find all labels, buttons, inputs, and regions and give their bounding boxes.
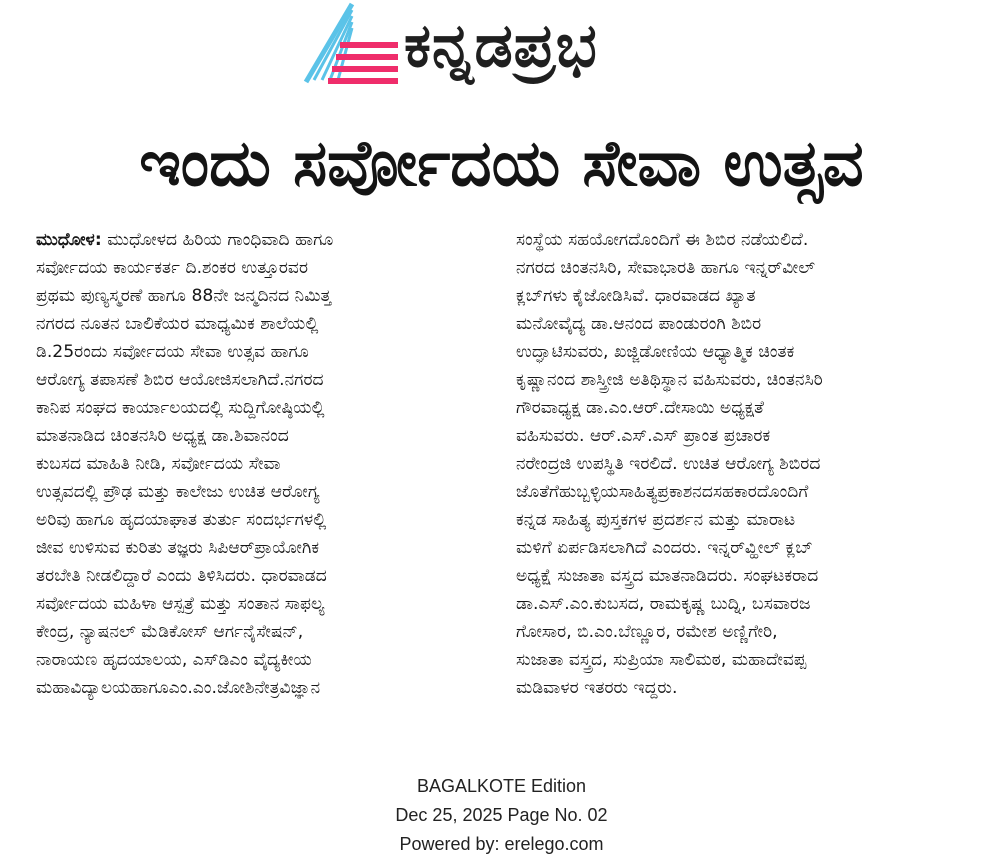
text-line: ಕೇಂದ್ರ, ನ್ಯಾಷನಲ್ ಮೆಡಿಕೋಸ್ ಆರ್ಗನೈಸೇಷನ್,	[36, 622, 304, 642]
text-line: ಅರಿವು ಹಾಗೂ ಹೃದಯಾಘಾತ ತುರ್ತು ಸಂದರ್ಭಗಳಲ್ಲಿ	[36, 510, 327, 530]
text-line: ಮನೋವೈದ್ಯ ಡಾ.ಆನಂದ ಪಾಂಡುರಂಗಿ ಶಿಬಿರ	[516, 314, 762, 334]
kannada-prabha-logo-icon	[300, 2, 404, 88]
text-line: ಡಾ.ಎಸ್.ಎಂ.ಕುಬಸದ, ರಾಮಕೃಷ್ಣ ಬುದ್ನಿ, ಬಸವಾರಜ	[516, 594, 811, 614]
text-line: ಕಾನಿಪ ಸಂಘದ ಕಾರ್ಯಾಲಯದಲ್ಲಿ ಸುದ್ದಿಗೋಷ್ಠಿಯಲ್ಲಿ	[36, 398, 325, 418]
text-line: ಜೊತೆಗೆಹುಬ್ಬಳ್ಳಿಯಸಾಹಿತ್ಯಪ್ರಕಾಶನದಸಹಕಾರದೊಂದಿಗೆ	[516, 482, 809, 502]
right-column	[516, 226, 978, 702]
text-line: ಸರ್ವೋದಯ ಕಾರ್ಯಕರ್ತ ದಿ.ಶಂಕರ ಉತ್ತೂರವರ	[36, 258, 309, 278]
text-line: ನಗರದ ನೂತನ ಬಾಲಿಕೆಯರ ಮಾಧ್ಯಮಿಕ ಶಾಲೆಯಲ್ಲಿ	[36, 314, 319, 334]
text-line: ಸಂಸ್ಥೆಯ ಸಹಯೋಗದೊಂದಿಗೆ ಈ ಶಿಬಿರ ನಡೆಯಲಿದೆ.	[516, 230, 809, 250]
text-line: ಸುಜಾತಾ ವಸ್ತ್ರದ, ಸುಪ್ರಿಯಾ ಸಾಲಿಮಠ, ಮಹಾದೇವಪ್ಪ	[516, 650, 807, 670]
text-line: ಗೌರವಾಧ್ಯಕ್ಷ ಡಾ.ಎಂ.ಆರ್.ದೇಸಾಯಿ ಅಧ್ಯಕ್ಷತೆ	[516, 398, 764, 418]
edition-footer	[0, 772, 1003, 859]
text-line: ಉದ್ಘಾಟಿಸುವರು, ಖಜ್ಜಿಡೋಣಿಯ ಆಧ್ಯಾತ್ಮಿಕ ಚಿಂತಕ	[516, 342, 795, 362]
text-line: ವಹಿಸುವರು. ಆರ್.ಎಸ್.ಎಸ್ ಪ್ರಾಂತ ಪ್ರಚಾರಕ	[516, 426, 771, 446]
text-line: ತರಬೇತಿ ನೀಡಲಿದ್ದಾರೆ ಎಂದು ತಿಳಿಸಿದರು. ಧಾರವಾಡದ	[36, 566, 327, 586]
text-line: ಕ್ಲಬ್‌ಗಳು ಕೈಜೋಡಿಸಿವೆ. ಧಾರವಾಡದ ಖ್ಯಾತ	[516, 286, 756, 306]
dateline: ಮುಧೋಳ:	[36, 230, 102, 250]
text-line: ಮಳಿಗೆ ಏರ್ಪಡಿಸಲಾಗಿದೆ ಎಂದರು. ಇನ್ನರ್‌ವ್ಹೀಲ್ ಕ್ಲಬ್	[516, 538, 813, 558]
brand-name: ಕನ್ನಡಪ್ರಭ	[404, 11, 598, 81]
text-line: ಮಾತನಾಡಿದ ಚಿಂತನಸಿರಿ ಅಧ್ಯಕ್ಷ ಡಾ.ಶಿವಾನಂದ	[36, 426, 289, 446]
text-line: ಮಡಿವಾಳರ ಇತರರು ಇದ್ದರು.	[516, 678, 678, 698]
date-page-label: Dec 25, 2025 Page No. 02	[395, 805, 608, 825]
text-line: ಸರ್ವೋದಯ ಮಹಿಳಾ ಆಸ್ಪತ್ರೆ ಮತ್ತು ಸಂತಾನ ಸಾಫಲ್ಯ	[36, 594, 325, 614]
powered-by-label: Powered by: erelego.com	[399, 834, 604, 854]
text-line: ಉತ್ಸವದಲ್ಲಿ ಪ್ರೌಢ ಮತ್ತು ಕಾಲೇಜು ಉಚಿತ ಆರೋಗ್ಯ	[36, 482, 320, 502]
left-column	[36, 226, 498, 702]
text-line: ನರೇಂದ್ರಜಿ ಉಪಸ್ಥಿತಿ ಇರಲಿದೆ. ಉಚಿತ ಆರೋಗ್ಯ ಶಿಬಿರದ	[516, 454, 821, 474]
text-line: ಪ್ರಥಮ ಪುಣ್ಯಸ್ಮರಣೆ ಹಾಗೂ 88ನೇ ಜನ್ಮದಿನದ ನಿಮಿತ್ತ	[36, 286, 332, 306]
text-line: ಗೋಸಾರ, ಬಿ.ಎಂ.ಬೆಣ್ಣೂರ, ರಮೇಶ ಅಣ್ಣಿಗೇರಿ,	[516, 622, 778, 642]
masthead	[300, 2, 720, 90]
text-line: ಜೀವ ಉಳಿಸುವ ಕುರಿತು ತಜ್ಞರು ಸಿಪಿಆರ್‌ಪ್ರಾಯೋಗಿಕ	[36, 538, 320, 558]
text-line: ಕುಬಸದ ಮಾಹಿತಿ ನೀಡಿ, ಸರ್ವೋದಯ ಸೇವಾ	[36, 454, 281, 474]
text-line: ಕೃಷ್ಣಾನಂದ ಶಾಸ್ತ್ರೀಜಿ ಅತಿಥಿಸ್ಥಾನ ವಹಿಸುವರು, ಚಿಂತನಸಿರಿ	[516, 370, 823, 390]
edition-label: BAGALKOTE Edition	[416, 776, 587, 796]
text-line: ಆರೋಗ್ಯ ತಪಾಸಣೆ ಶಿಬಿರ ಆಯೋಜಿಸಲಾಗಿದೆ.ನಗರದ	[36, 370, 324, 390]
text-line: ಅಧ್ಯಕ್ಷೆ ಸುಜಾತಾ ವಸ್ತ್ರದ ಮಾತನಾಡಿದರು. ಸಂಘಟಕರಾದ	[516, 566, 819, 586]
text-line: ಮಹಾವಿದ್ಯಾಲಯಹಾಗೂಎಂ.ಎಂ.ಜೋಶಿನೇತ್ರವಿಜ್ಞಾನ	[36, 678, 321, 698]
article-body	[36, 226, 970, 752]
text-line: ನಗರದ ಚಿಂತನಸಿರಿ, ಸೇವಾಭಾರತಿ ಹಾಗೂ ಇನ್ನರ್‌ವೀಲ್	[516, 258, 815, 278]
article-headline: ಇಂದು ಸರ್ವೋದಯ ಸೇವಾ ಉತ್ಸವ	[139, 127, 864, 201]
text-line: ಮುಧೋಳ: ಮುಧೋಳದ ಹಿರಿಯ ಗಾಂಧಿವಾದಿ ಹಾಗೂ	[36, 230, 334, 250]
text-line: ನಾರಾಯಣ ಹೃದಯಾಲಯ, ಎಸ್‌ಡಿಎಂ ವೈದ್ಯಕೀಯ	[36, 650, 312, 670]
text-line: ಕನ್ನಡ ಸಾಹಿತ್ಯ ಪುಸ್ತಕಗಳ ಪ್ರದರ್ಶನ ಮತ್ತು ಮಾರಾಟ	[516, 510, 796, 530]
text-line: ಡಿ.25ರಂದು ಸರ್ವೋದಯ ಸೇವಾ ಉತ್ಸವ ಹಾಗೂ	[36, 342, 309, 362]
